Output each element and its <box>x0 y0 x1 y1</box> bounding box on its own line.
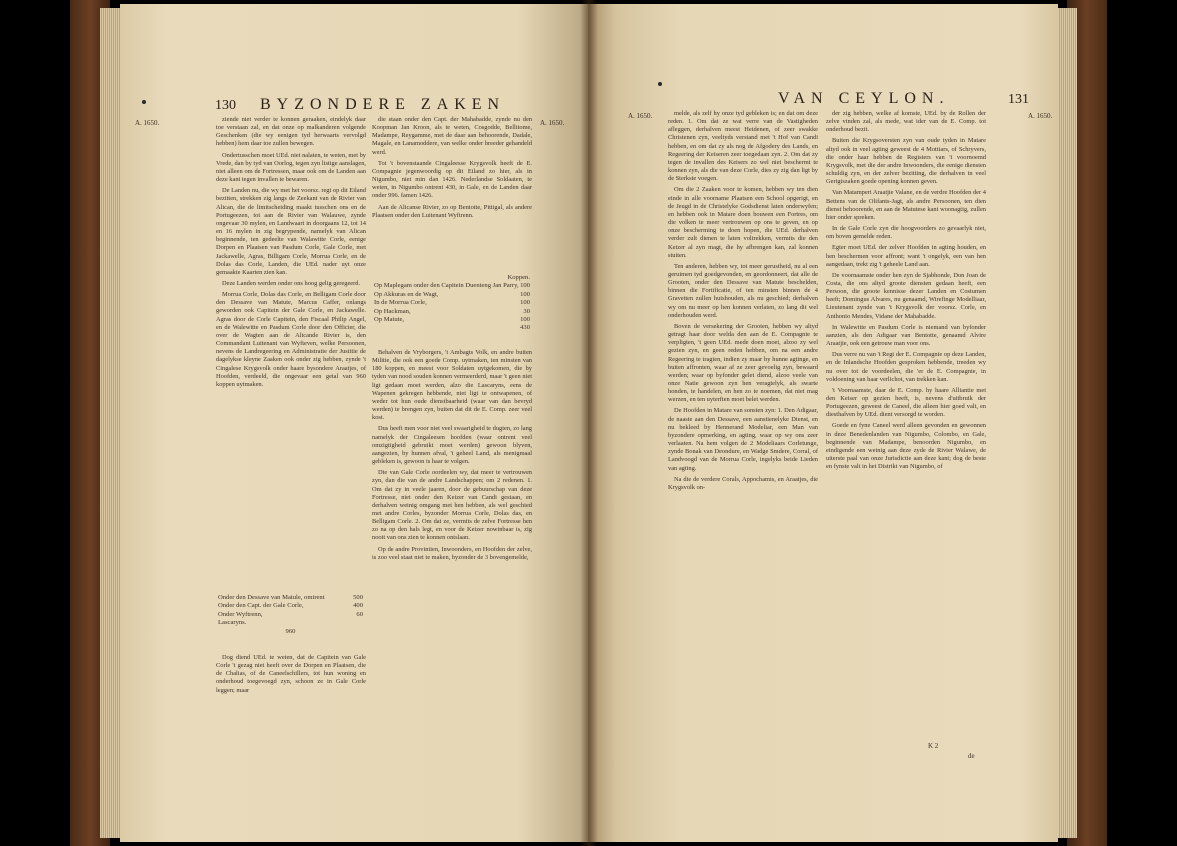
paragraph: Die van Gale Corle oordeelen wy, dat meer te vertrouwen zyn, dan die van de andre Landschappen; om 2 redenen. 1. Om dat zy in veele jaaren, door de gebuurschap van deze Fortresse, niet onder den Keizer van Candi gestaan, en derhalven weinig omgang met hen hebben, als wel geschied met andre Corles, byzonder Morrua Corle, Dolas das, en Belligam Corle. 2. Om dat ze, vermits de zelve Fortresse hen zo na op den hals legt, en voor de Keizer nowinbaar is, zig nooit van ons zien te konnen ontslaan. <box>372 469 532 542</box>
text-column-2 <box>372 116 532 223</box>
table-row: Op Hackman, 30 <box>374 307 530 315</box>
paragraph: Behalven de Vryborgers, 't Ambagts Volk, en andre buiten Militie, die ook een goede Comp. uytmaken, ten minsten van 180 koppen, en meest voor Soldaten uytgekomen, die by tyden van nood souden konnen vermeerderd, maar 't geen niet ligt gedaan moet werden, alzo die Lascaryns, eens de Wapenen gekregen hebbende, niet ligt te ontwapenen, of weder tot hun oude dienstbaarheid (waar van dan bevryd werden) te brengen zyn, buiten dat dit de E. Comp. zeer veel kost. <box>372 349 532 422</box>
paragraph: Op de andre Provintien, Inwoonders, en Hoofden der zelve, is zoo veel staat niet te maken, byzonder de 3 bovengemelde, <box>372 545 532 561</box>
paragraph: Dus verre nu van 't Regt der E. Compagnie op deze Landen, en de Inlandsche Hoofden gesproken hebbende, treeden wy nu over tot de voordeelen, die 'er de E. Compagnie, in voldoening van haar verlichot, van trekken kan. <box>826 351 986 383</box>
paragraph: Ten anderen, hebben wy, tot meer gerustheid, nu al een geruimen tyd goedgevonden, en geordonneert, dat alle de Grooten, onder den Dessave van Matute beschelden, binnen die Fortificatie, of ten minsten binnen de 4 Gravetten zullen huishouden, als nu geschied; derhalven wy om nu meer op hen konnen verlaten, zo lang dit wel onderhouden werd. <box>668 262 818 319</box>
paragraph: Morrua Corle, Dolas das Corle, en Belligam Corle door den Dessave van Matute, Marcus Caffer, onlangs geworden ook Capitein der Gale Corle, en Jackawelle. Agras door de Corle Capitein, den Fiscaal Philip Angel, en de Walewitte en Pasdum Corle door den Officier, die over de Wagten aan de Alicande Rivier is, den Commandant Luitenant van Wyfteven, welke Persoonen, nevens de Landregeering en Administratie der Justitie de dagelykse kleyne Zaaken ook onder zig hebben, zynde 't Cingalese Krygsvolk onder haare bysondere Araatjes, of Hoofden, verdeeld, die ongevaar een getal van 960 koppen uytmaken. <box>216 291 366 388</box>
text-column-2-continued <box>372 349 532 565</box>
troop-table-2 <box>374 274 530 333</box>
paragraph: In de Gale Corle zyn die hoogvoorders zo gevaarlyk niet, om boven gemelde reden. <box>826 225 986 241</box>
left-page <box>120 4 588 842</box>
catchword: de <box>968 752 975 760</box>
paragraph: Deze Landen werden onder ons hoog gelig geregeerd. <box>222 279 361 287</box>
paragraph: De Landen nu, die wy met het voorsz. regt op dit Eiland bezitten, strekken zig langs de Zeekant van de Rivier van Alican, die de limitscheiding maakt tusschen ons en de Portugeezen, tot aan de Rivier van Walauwe, zynde ongevaar 30 mylen, en Landwaart in doorgaans 12, tot 14 en 16 mylen in zig begrypende, namelyk van Alican beginnende, ten gedeelte van Walawitte Corle, eenige Dorpen en Plaatsen van Pasdum Corle, Gale Corle, met Jackawelle, Agras, Billigam Corle, Morrua Corle, en de Dolas das Corle, Landen, die UEd. nader uyt onze gemaakte Kaarten zien kan. <box>216 187 366 276</box>
paragraph: Na die de verdere Corals, Appochamis, en Araatjes, die Krygsvolk on- <box>668 475 818 491</box>
table-row: Op Akkuras en de Wagt, 100 <box>374 290 530 298</box>
paragraph: Aan de Alicanse Rivier, zo op Bentotte, Pittigal, als andere Plaatsen onder den Luitenant Wyftrenn. <box>372 203 532 219</box>
paragraph: Ondertusschen moet UEd. niet nalaten, te weten, met by Vrede, dan by tyd van Oorlog, tegen zyn listige aanslagen, niet alleen om de Fortressen, maar ook om de Landen aan deze kant tegen invallen te bewaren. <box>216 151 366 184</box>
margin-year: A. 1650. <box>135 119 160 127</box>
paragraph: der zig hebben, welke af komste, UEd. by de Rollen der zelve vinden zal, als mede, wat ider van de E. Comp. tot onderhoud bezit. <box>826 110 986 134</box>
margin-year: A. 1650. <box>1028 112 1053 120</box>
table-row: Onder Wyftrenn, 60 <box>218 610 363 618</box>
table-row: In de Morrua Corle, 100 <box>374 299 530 307</box>
paragraph: Dus heeft men voor niet veel swaarigheid te dugten, zo lang namelyk der Cingaleesen hoofden (waar ontrent veel omzigtigheid gebruikt moet werden) gewoon blyven, aangezien, by hunnen afval, 't geheel Land, als menigmaal gebleken is, gewoon is haar te volgen. <box>372 425 532 466</box>
paragraph: De voornaamste onder hen zyn de Sjabhonde, Don Joan de Costa, die ons altyd groote diensten gedaan heeft, een Persoon, die groote kennisse dezer Landen en Costumen heeft; Domingus Alvares, nu genaamd, Wirefinge Modelliaar, Lieutenant zynde van 't Krygsvolk der voorsz. Corle, en Anthonio Mendes, Vidane der Mahabadde. <box>826 271 986 320</box>
paragraph: Egter moet UEd. der zelver Hoofden in agting houden, en hen beschermen voor affront; want 't ongelyk, een van hen aangedaan, trekt zig 't geheele Land aan. <box>826 244 986 268</box>
paragraph: Dog diend UEd. te weten, dat de Capitein van Gale Corle 't gezag niet heeft over de Dorpen en Plaatsen, die de Chalias, of de Caneelschillers, tot hun woning en onderhoud toegevoegd zyn, schoon ze in Gale Corle leggen; maar <box>216 654 366 694</box>
table-total: 960 <box>285 627 296 635</box>
text-column-1 <box>668 110 818 495</box>
text-column-1 <box>216 116 366 392</box>
table-row: Onder den Dessave van Matule, omtrent 500 <box>218 594 363 601</box>
table-total: 430 <box>520 324 530 332</box>
troop-table-1 <box>218 594 363 636</box>
paragraph: melde, als zelf hy onze tyd gebleken is; en dat om deze reden. 1. Om dat ze wat verre van de Vastigheden afleggen, derhalven meest Heidenen, of zeer swakke Christenen zyn, veeltyds verstand met 't Hof van Candi hebben, en om dat zy als nog de Afgodery des Lands, en Regeering der Keiseren zeer toegedaan zyn. 2. Om dat zy tegen de invallen des Keisers zo wel niet beschermt te konnen zyn, als die van deze Corle, dies zy zig dan ligt by de Sterkste voegen. <box>668 110 818 183</box>
table-row: Lascaryns. <box>218 619 247 627</box>
paragraph: Tot 't bovenstaande Cingaleesse Krygsvolk heeft de E. Compagnie jegenwoordig op dit Eiland zo hier, als in Nigumbo, niet min dan 1426. Nederlandse Soldaaten, te weten, in Nigumbo ontrent 430, in Gale, en de Landen daar onder 996. famen 1426. <box>372 159 532 200</box>
paragraph: 't Voornaamste, daar de E. Comp. hy haare Alliantie met den Keiser op gezien heeft, is, nevens d'uitbruik der Portugeezen, geweest de Caneel, die alleen hier goed valt, en diesthalven by UEd. dient versorgd te worden. <box>826 386 986 419</box>
ink-dot <box>658 82 662 86</box>
text-column-2 <box>826 110 986 474</box>
paragraph: De Hoofden in Matare van sonsten zyn: 1. Den Adigaar, de naaste aan den Dessave, een aanstienelyke Dienst, en nu bekleed by Hennerand Modeliar, een Man van byzondere opmerking, en agting, waar op wy ons zeer verlaaten. Na hem volgen de 2 Modeliaars Corletunge, zynde Bonak van Deondure, en Wadge Smdere, Corral, of Landvoogd van de Morrua Corle, ingelyks beide Lieden van agting. <box>668 407 818 472</box>
paragraph: Buiten die Krygsoversten zyn van oude tyden in Matare altyd ook in veel agting geweest de 4 Mottiars, of Schryvers, die onder haar hebben de Registers van 't voornoemd Krygsvolk, met die der andre Inwoonders, die eenige diensten schuldig zyn, en der zelver bezitting, die derhalven in veel Gerigtszaken goede opening konnen geven. <box>826 137 986 186</box>
signature-mark: K 2 <box>928 742 939 750</box>
margin-year: A. 1650. <box>540 119 565 127</box>
paragraph: Goede en fyne Caneel werd alleen gevonden en gewonnen in deze Benedenlanden van Nigumbo, Colombo, en Gale, beginnende van Madampe, benoorden Nigumbo, en eindigende een weinig aan deze zyde de Rivier Walawe, de uiterste paal van onze Jurisdictie aan deze kant; dog de beste en fynste valt in het Distrikt van Nigumbo, of <box>826 422 986 471</box>
running-title: BYZONDERE ZAKEN <box>260 96 506 113</box>
paragraph: In Walewitte en Pasdum Corle is niemand van byfonder aanzien, als den Adigaar van Bentotte, genaamd Alvire Araatjie, ook een getrouw man voor ons. <box>826 323 986 348</box>
paragraph: Om die 2 Zaaken voor te komen, hebben wy ten dien einde in alle voorname Plaatsen een School opgerigt, en de Jeugd in de Christelyke Godsdienst laten onderwyfen; en hebben ook in Matare doen bouwen een Fortres, om die volken te meer vertrouwen op ons te geven, en op onze bescherming te doen hopen, die UEd. derhalven verder zult dienen te laten voltrekken, vermits die den Keizer al zyn magt, die hy afbrengen kan, zal konnen stuiten. <box>668 186 818 259</box>
running-title: VAN CEYLON. <box>778 90 950 107</box>
table-row: Op Matute, 100 <box>374 316 530 324</box>
ink-dot <box>142 100 146 104</box>
book-gutter <box>580 0 598 846</box>
paragraph: ziende niet verder te konnen geraaken, eindelyk daar toe verstaan zal, en dat onze op malkanderen volgende Geschenken (die wy eenigen tyd herwaarts vervolgd hebben) hem daar toe zullen bewegen. <box>216 116 366 148</box>
right-page <box>588 4 1058 842</box>
paragraph: Boven de versekering der Grooten, hebben wy altyd getragt haar door welda den aan de E. Compagnie te verpligten, 't geen UEd. mede doen moet, alzoo zy wel gezien zyn, en geen reden hebben, om na een andre Regeering te tragten, indien zy maar by hunne agtinge, en buiten affronten, waar af ze zeer gevoelig zyn, bewaard werden; waar op byfonder gelet diend, alzoo veele van onze Natie gewoon zyn hen veragtelyk, als swarte honden, te handelen, en hen zo te noemen, dat niet mag werzen, en ten uyterften moet belet werden. <box>668 322 818 404</box>
text-column-1-continued <box>216 654 366 698</box>
paragraph: Van Matamperi Araatjie Valane, en de verdre Hoofden der 4 Bettens van de Olifants-Jagt, als andre Persoonen, ten dien dienst behoorende, en aan de Matutese kant woonagtig, zullen hier onder spreken. <box>826 189 986 221</box>
open-book <box>70 0 1107 846</box>
table-header: Koppen. <box>507 274 530 281</box>
table-row: Onder den Capt. der Gale Corle, 400 <box>218 602 363 610</box>
page-number: 131 <box>1008 92 1029 107</box>
page-number: 130 <box>215 98 236 113</box>
paragraph: die staan onder den Capt. der Mahabadde, zynde nu den Koopman Jan Kroon, als te weten, Cosgodde, Bellitome, Madampe, Reygamme, met de daar aan behoorende, Dadale, Magale, en Lanamoddere, van welke onder breeder gehandeld werd. <box>372 116 532 156</box>
margin-year: A. 1650. <box>628 112 653 120</box>
table-row: Op Maplegam onder den Capitein Duenteng Jan Parry, 100 <box>374 282 530 290</box>
